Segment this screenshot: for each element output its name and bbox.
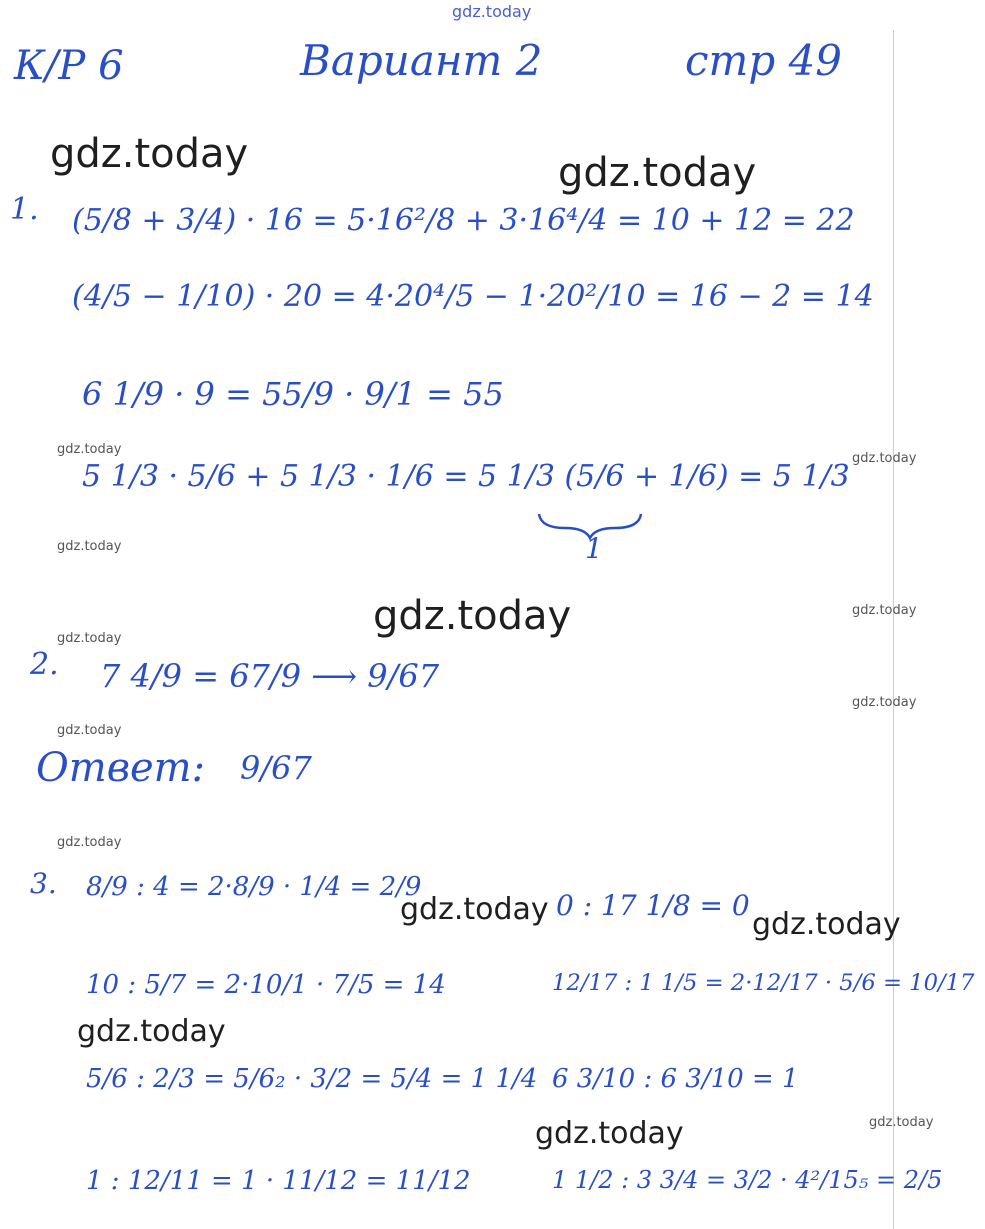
task3-b: 0 : 17 1/8 = 0: [556, 889, 750, 922]
watermark-11: gdz.today: [57, 835, 122, 850]
watermark-1: gdz.today: [50, 131, 249, 177]
header-page: стр 49: [685, 36, 843, 85]
watermark-5: gdz.today: [57, 539, 122, 554]
task3-number: 3.: [30, 867, 57, 900]
header-variant: Вариант 2: [300, 36, 543, 85]
watermark-13: gdz.today: [752, 907, 901, 942]
task1-line4: 5 1/3 · 5/6 + 5 1/3 · 1/6 = 5 1/3 (5/6 + 1/6) = 5 1/3: [82, 459, 850, 494]
task3-c: 10 : 5/7 = 2·10/1 · 7/5 = 14: [86, 970, 446, 1000]
watermark-7: gdz.today: [852, 603, 917, 618]
task3-f: 6 3/10 : 6 3/10 = 1: [552, 1064, 799, 1094]
watermark-9: gdz.today: [852, 695, 917, 710]
header-work: К/Р 6: [14, 43, 124, 89]
watermark-6: gdz.today: [373, 593, 572, 639]
task3-h: 1 1/2 : 3 3/4 = 3/2 · 4²/15₅ = 2/5: [552, 1166, 943, 1194]
watermark-12: gdz.today: [400, 892, 549, 927]
watermark-8: gdz.today: [57, 631, 122, 646]
task2-line1: 7 4/9 = 67/9 ⟶ 9/67: [100, 657, 440, 695]
task3-g: 1 : 12/11 = 1 · 11/12 = 11/12: [86, 1166, 471, 1196]
watermark-4: gdz.today: [852, 451, 917, 466]
task1-line3: 6 1/9 · 9 = 55/9 · 9/1 = 55: [82, 375, 504, 413]
task2-answer-label: Ответ:: [36, 745, 206, 791]
task2-answer-value: 9/67: [240, 749, 312, 787]
task1-line1: (5/8 + 3/4) · 16 = 5·16²/8 + 3·16⁴/4 = 10 + 12 = 22: [72, 203, 855, 238]
task3-e: 5/6 : 2/3 = 5/6₂ · 3/2 = 5/4 = 1 1/4: [86, 1064, 538, 1094]
task1-line2: (4/5 − 1/10) · 20 = 4·20⁴/5 − 1·20²/10 = 16 − 2 = 14: [72, 279, 874, 314]
margin-line: [893, 30, 894, 1229]
task3-d: 12/17 : 1 1/5 = 2·12/17 · 5/6 = 10/17: [552, 970, 975, 996]
task1-brace-value: 1: [585, 532, 603, 565]
task2-number: 2.: [30, 647, 59, 682]
task3-a: 8/9 : 4 = 2·8/9 · 1/4 = 2/9: [86, 872, 422, 902]
task1-number: 1.: [10, 192, 39, 227]
watermark-10: gdz.today: [57, 723, 122, 738]
watermark-14: gdz.today: [77, 1014, 226, 1049]
watermark-3: gdz.today: [57, 442, 122, 457]
watermark-2: gdz.today: [558, 150, 757, 196]
watermark-15: gdz.today: [869, 1115, 934, 1130]
watermark-16: gdz.today: [535, 1116, 684, 1151]
watermark-top: gdz.today: [452, 2, 532, 21]
